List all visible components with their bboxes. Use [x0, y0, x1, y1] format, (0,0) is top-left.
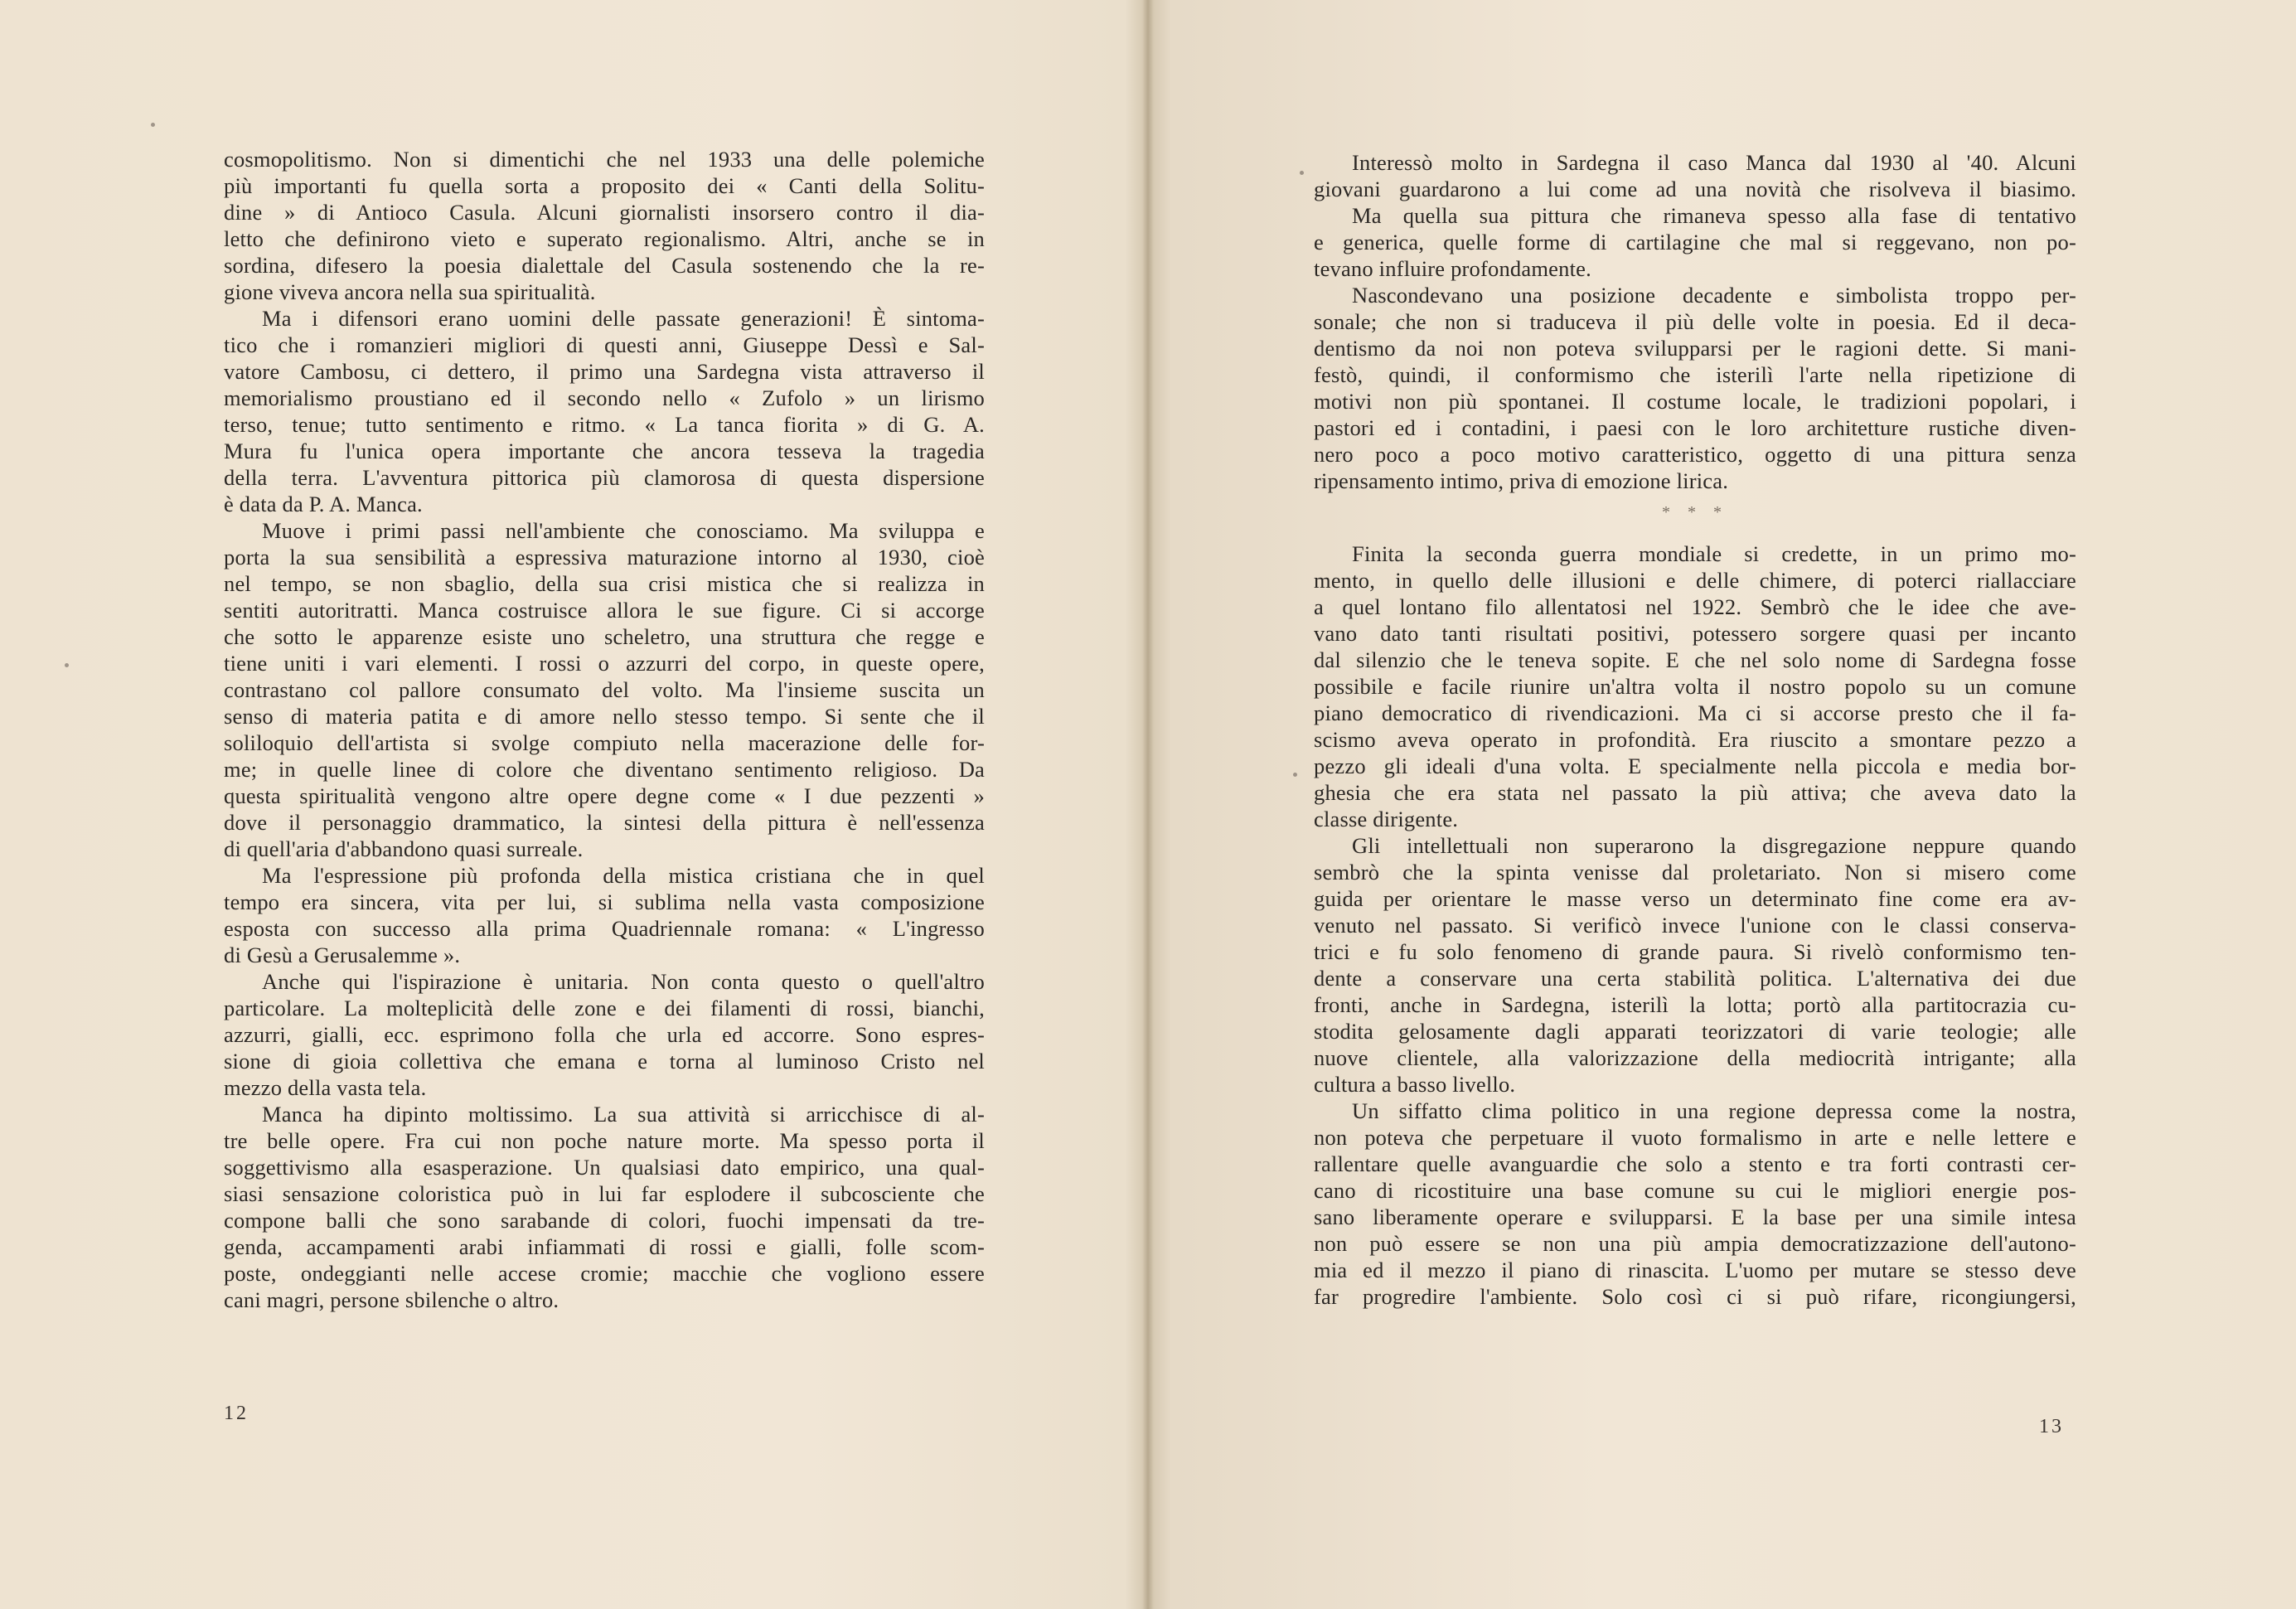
text-line: siasi sensazione coloristica può in lui far esplodere il subcosciente che — [224, 1181, 985, 1206]
text-line: cultura a basso livello. — [1314, 1072, 1516, 1097]
text-line: dente a conservare una certa stabilità politica. L'alternativa dei due — [1314, 966, 2076, 991]
text-line: far progredire l'ambiente. Solo così ci si può rifare, ricongiungersi, — [1314, 1284, 2076, 1309]
text-line: compone balli che sono sarabande di colori, fuochi impensati da tre- — [224, 1208, 985, 1233]
text-line: motivi non più spontanei. Il costume locale, le tradizioni popolari, i — [1314, 389, 2076, 414]
text-line: me; in quelle linee di colore che diventano sentimento religioso. Da — [224, 757, 985, 782]
paper-speck — [151, 123, 155, 127]
paper-speck — [1300, 171, 1304, 175]
text-line: Interessò molto in Sardegna il caso Manca dal 1930 al '40. Alcuni — [1352, 150, 2076, 175]
text-line: guida per orientare le masse verso un determinato fine come era av- — [1314, 886, 2076, 911]
text-line: sembrò che la spinta venisse dal proletariato. Non si misero come — [1314, 860, 2076, 884]
text-line: di quell'aria d'abbandono quasi surreale. — [224, 836, 584, 861]
right-page-text — [1314, 149, 2076, 1310]
text-line: a quel lontano filo allentatosi nel 1922. Sembrò che le idee che ave- — [1314, 594, 2076, 619]
text-line: mezzo della vasta tela. — [224, 1075, 427, 1100]
text-line: Nascondevano una posizione decadente e simbolista troppo per- — [1352, 283, 2076, 308]
page-number: 13 — [2039, 1416, 2064, 1437]
text-line: letto che definirono vieto e superato regionalismo. Altri, anche se in — [224, 226, 985, 251]
text-line: possibile e facile riunire un'altra volta il nostro popolo su un comune — [1314, 674, 2076, 699]
text-line: nel tempo, se non sbaglio, della sua crisi mistica che si realizza in — [224, 571, 985, 596]
text-line: cani magri, persone sbilenche o altro. — [224, 1287, 559, 1312]
text-line: Ma i difensori erano uomini delle passate generazioni! È sintoma- — [262, 306, 985, 331]
text-line: Mura fu l'unica opera importante che ancora tesseva la tragedia — [224, 439, 985, 463]
text-line: poste, ondeggianti nelle accese cromie; macchie che vogliono essere — [224, 1261, 985, 1286]
text-line: della terra. L'avventura pittorica più clamorosa di questa dispersione — [224, 465, 985, 490]
text-line: nero poco a poco motivo caratteristico, oggetto di una pittura senza — [1314, 442, 2076, 467]
text-line: dove il personaggio drammatico, la sintesi della pittura è nell'essenza — [224, 810, 985, 835]
paper-speck — [1293, 773, 1297, 777]
text-line: mento, in quello delle illusioni e delle chimere, di poterci riallacciare — [1314, 568, 2076, 593]
text-line: memorialismo proustiano ed il secondo nello « Zufolo » un lirismo — [224, 385, 985, 410]
text-line: stodita gelosamente dagli apparati teorizzatori di varie teologie; alle — [1314, 1019, 2076, 1044]
text-line: questa spiritualità vengono altre opere degne come « I due pezzenti » — [224, 783, 985, 808]
text-line: tevano influire profondamente. — [1314, 256, 1591, 281]
right-page — [1148, 0, 2296, 1609]
text-line: di Gesù a Gerusalemme ». — [224, 943, 461, 967]
text-line: tre belle opere. Fra cui non poche nature morte. Ma spesso porta il — [224, 1128, 985, 1153]
text-line: Ma quella sua pittura che rimaneva spesso alla fase di tentativo — [1352, 203, 2076, 228]
text-line: piano democratico di rivendicazioni. Ma ci si accorse presto che il fa- — [1314, 700, 2076, 725]
text-line: contrastano col pallore consumato del volto. Ma l'insieme suscita un — [224, 677, 985, 702]
text-line: Anche qui l'ispirazione è unitaria. Non conta questo o quell'altro — [262, 969, 985, 994]
text-line: Un siffatto clima politico in una regione depressa come la nostra, — [1352, 1098, 2076, 1123]
left-page-text — [224, 146, 985, 1313]
text-line: dal silenzio che le teneva sopite. E che nel solo nome di Sardegna fosse — [1314, 647, 2076, 672]
text-line: sione di gioia collettiva che emana e torna al luminoso Cristo nel — [224, 1049, 985, 1073]
text-line: giovani guardarono a lui come ad una novità che risolveva il biasimo. — [1314, 177, 2076, 201]
text-line: dentismo da noi non poteva svilupparsi per le ragioni dette. Si mani- — [1314, 336, 2076, 361]
text-line: soggettivismo alla esasperazione. Un qualsiasi dato empirico, una qual- — [224, 1155, 985, 1180]
paper-speck — [65, 663, 69, 667]
text-line: terso, tenue; tutto sentimento e ritmo. « La tanca fiorita » di G. A. — [224, 412, 985, 437]
text-line: Gli intellettuali non superarono la disgregazione neppure quando — [1352, 833, 2076, 858]
text-line: rallentare quelle avanguardie che solo a stento e tra forti contrasti cer- — [1314, 1151, 2076, 1176]
text-line: scismo aveva operato in profondità. Era riuscito a smontare pezzo a — [1314, 727, 2076, 752]
text-line: festò, quindi, il conformismo che isterilì l'arte nella ripetizione di — [1314, 362, 2076, 387]
text-line: ripensamento intimo, priva di emozione lirica. — [1314, 468, 1729, 493]
text-line: esposta con successo alla prima Quadriennale romana: « L'ingresso — [224, 916, 985, 941]
text-line: Muove i primi passi nell'ambiente che conosciamo. Ma sviluppa e — [262, 518, 985, 543]
text-line: sordina, difesero la poesia dialettale del Casula sostenendo che la re- — [224, 253, 985, 278]
text-line: sonale; che non si traduceva il più delle volte in poesia. Ed il deca- — [1314, 309, 2076, 334]
text-line: fronti, anche in Sardegna, isterilì la lotta; portò alla partitocrazia cu- — [1314, 992, 2076, 1017]
text-line: nuove clientele, alla valorizzazione della mediocrità intrigante; alla — [1314, 1045, 2076, 1070]
text-line: Manca ha dipinto moltissimo. La sua attività si arricchisce di al- — [262, 1102, 985, 1127]
text-line: vatore Cambosu, ci dettero, il primo una Sardegna vista attraverso il — [224, 359, 985, 384]
page-number: 12 — [224, 1403, 249, 1424]
text-line: soliloquio dell'artista si svolge compiuto nella macerazione delle for- — [224, 730, 985, 755]
text-line: è data da P. A. Manca. — [224, 492, 423, 516]
text-line: mia ed il mezzo il piano di rinascita. L'uomo per mutare se stesso deve — [1314, 1258, 2076, 1282]
text-line: tiene uniti i vari elementi. I rossi o azzurri del corpo, in queste opere, — [224, 651, 985, 676]
text-line: dine » di Antioco Casula. Alcuni giornalisti insorsero contro il dia- — [224, 200, 985, 225]
text-line: particolare. La molteplicità delle zone e dei filamenti di rossi, bianchi, — [224, 996, 985, 1020]
text-line: Finita la seconda guerra mondiale si credette, in un primo mo- — [1352, 541, 2076, 566]
text-line: tico che i romanzieri migliori di questi anni, Giuseppe Dessì e Sal- — [224, 332, 985, 357]
text-line: non poteva che perpetuare il vuoto formalismo in arte e nelle lettere e — [1314, 1125, 2076, 1150]
text-line: trici e fu solo fenomeno di grande paura. Si rivelò conformismo ten- — [1314, 939, 2076, 964]
text-line: e generica, quelle forme di cartilagine che mal si reggevano, non po- — [1314, 230, 2076, 254]
text-line: cosmopolitismo. Non si dimentichi che nel 1933 una delle polemiche — [224, 147, 985, 172]
text-line: Ma l'espressione più profonda della mistica cristiana che in quel — [262, 863, 985, 888]
text-line: sentiti autoritratti. Manca costruisce allora le sue figure. Ci si accorge — [224, 598, 985, 623]
text-line: non può essere se non una più ampia democratizzazione dell'autono- — [1314, 1231, 2076, 1256]
text-line: cano di ricostituire una base comune su cui le migliori energie pos- — [1314, 1178, 2076, 1203]
text-line: azzurri, gialli, ecc. esprimono folla che urla ed accorre. Sono espres- — [224, 1022, 985, 1047]
text-line: gione viveva ancora nella sua spiritualità. — [224, 279, 596, 304]
text-line: tempo era sincera, vita per lui, si sublima nella vasta composizione — [224, 889, 985, 914]
text-line: venuto nel passato. Si verificò invece l'unione con le classi conserva- — [1314, 913, 2076, 938]
text-line: pastori ed i contadini, i paesi con le loro architetture rustiche diven- — [1314, 415, 2076, 440]
text-line: che sotto le apparenze esiste uno scheletro, una struttura che regge e — [224, 624, 985, 649]
text-line: porta la sua sensibilità a espressiva maturazione intorno al 1930, cioè — [224, 545, 985, 569]
text-line: senso di materia patita e di amore nello stesso tempo. Si sente che il — [224, 704, 985, 729]
text-line: sano liberamente operare e svilupparsi. E la base per una simile intesa — [1314, 1204, 2076, 1229]
text-line: pezzo gli ideali d'una volta. E specialmente nella piccola e media bor- — [1314, 754, 2076, 778]
text-line: classe dirigente. — [1314, 807, 1459, 831]
text-line: ghesia che era stata nel passato la più attiva; che aveva dato la — [1314, 780, 2076, 805]
text-line: genda, accampamenti arabi infiammati di rossi e gialli, folle scom- — [224, 1234, 985, 1259]
text-line: più importanti fu quella sorta a proposito dei « Canti della Solitu- — [224, 173, 985, 198]
section-separator: * * * — [1662, 503, 1728, 521]
text-line: vano dato tanti risultati positivi, potessero sorgere quasi per incanto — [1314, 621, 2076, 646]
